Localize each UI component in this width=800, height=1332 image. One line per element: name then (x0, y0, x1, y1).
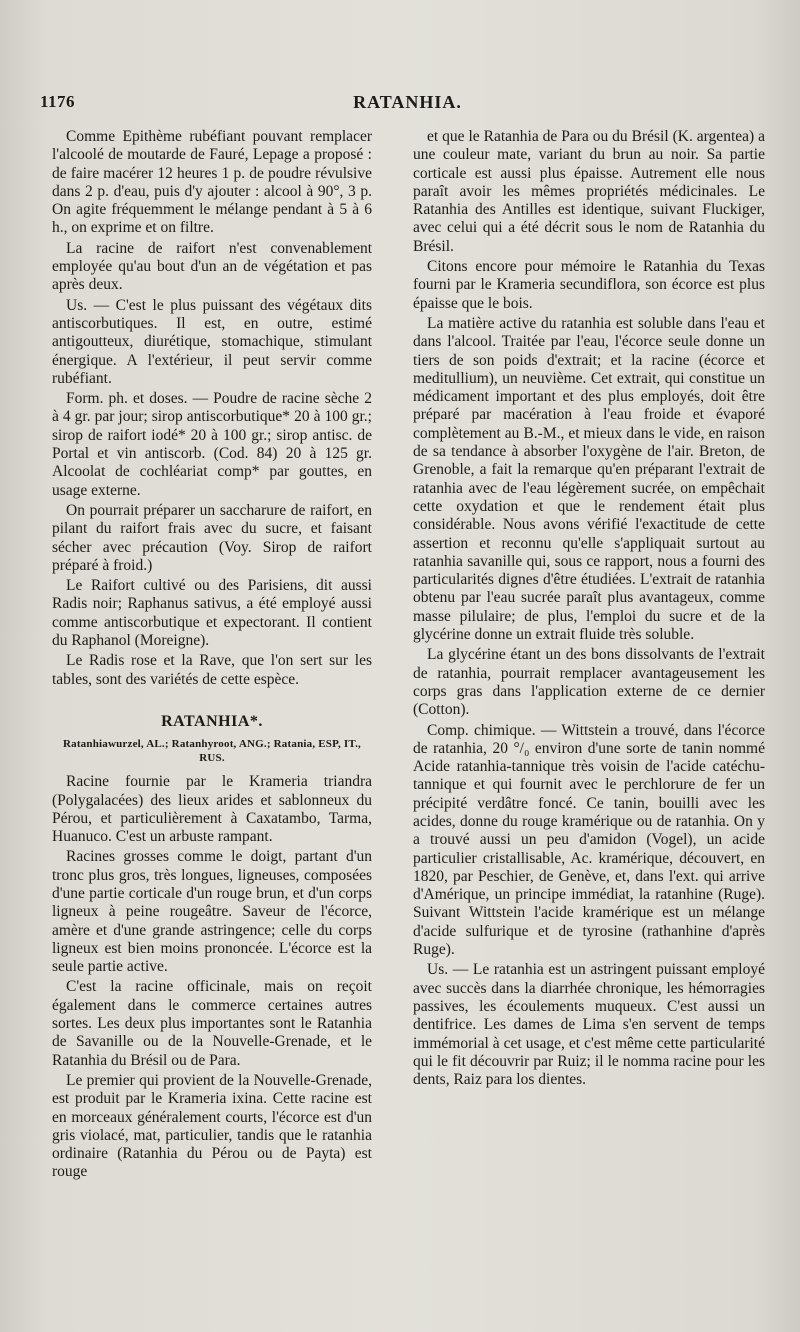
paragraph: Us. — Le ratanhia est un astringent puissant employé avec succès dans la diarrhée chronique, les hémorragies passives, les écoulements muqueux. C'est aussi un dentifrice. Les dames de Lima s'en servent de temps immémorial à cet usage, et c'est même cette particularité qui le fit découvrir par Ruiz; il le nomma racine pour les dents, Raiz para los dientes. (413, 961, 765, 1089)
paragraph: Le Raifort cultivé ou des Parisiens, dit aussi Radis noir; Raphanus sativus, a été employé aussi comme antiscorbutique et expectorant. Il contient du Raphanol (Moreigne). (52, 577, 372, 650)
right-column (413, 128, 765, 1091)
paragraph: Racines grosses comme le doigt, partant d'un tronc plus gros, très longues, ligneuses, composées d'une partie corticale d'un rouge brun, et d'un corps ligneux à peine rougeâtre. Saveur de l'écorce, amère et d'une grande astringence; celle du corps ligneux est bien moins prononcée. L'écorce est la seule partie active. (52, 848, 372, 976)
paragraph: Le Radis rose et la Rave, que l'on sert sur les tables, sont des variétés de cette espèce. (52, 652, 372, 688)
paragraph: La matière active du ratanhia est soluble dans l'eau et dans l'alcool. Traitée par l'eau, l'écorce seule donne un tiers de son poids d'extrait; et la racine (écorce et meditullium), un neuvième. Cet extrait, qui constitue un médicament important et des plus employés, doit être préparé par macération à l'eau froide et évaporé complètement au B.-M., et mieux dans le vide, en raison de sa tendance à absorber l'oxygène de l'air. Breton, de Grenoble, a fait la remarque qu'en préparant l'extrait de ratanhia avec de l'eau légèrement sucrée, on empêchait cette oxydation et que le rendement était plus considérable. Nous avons vérifié l'exactitude de cette assertion et reconnu qu'elle s'appliquait surtout au ratanhia savanille qui, sous ce rapport, nous a fourni des particularités dignes d'être étudiées. L'extrait de ratanhia obtenu par l'eau sucrée paraît plus avantageux, comme masse pilulaire; de plus, l'emploi du sucre et de la glycérine donne un extrait fluide très soluble. (413, 314, 765, 644)
running-head (40, 92, 775, 116)
paragraph: C'est la racine officinale, mais on reçoit également dans le commerce certaines autres sortes. Les deux plus importantes sont le Ratanhia de Savanille ou de la Nouvelle-Grenade, et le Ratanhia du Brésil ou de Para. (52, 978, 372, 1069)
paragraph: Citons encore pour mémoire le Ratanhia du Texas fourni par le Krameria secundiflora, son écorce est plus épaisse que le bois. (413, 258, 765, 312)
paragraph: et que le Ratanhia de Para ou du Brésil (K. argentea) a une couleur mate, variant du brun au noir. Sa partie corticale est aussi plus épaisse. Autrement elle nous paraît avoir les mêmes propriétés médicinales. Le Ratanhia des Antilles est identique, suivant Fluckiger, avec celui qui a été décrit sous le nom de Ratanhia du Brésil. (413, 128, 765, 255)
page-number: 1176 (40, 92, 76, 111)
section-title: RATANHIA*. (161, 712, 263, 730)
page-heading: RATANHIA. (353, 92, 462, 112)
paragraph: La racine de raifort n'est convenablement employée qu'au bout d'un an de végétation et pas après deux. (52, 239, 372, 294)
paragraph: Comp. chimique. — Wittstein a trouvé, dans l'écorce de ratanhia, 20 °/₀ environ d'une sorte de tanin nommé Acide ratanhia-tannique très voisin de l'acide catéchu-tannique et qui fournit avec le perchlorure de fer un précipité verdâtre foncé. Ce tanin, bouilli avec les acides, donne du rouge kramérique ou de ratanhia. On y a trouvé aussi un peu d'amidon (Vogel), un acide particulier cristallisable, Ac. kramérique, découvert, en 1820, par Peschier, de Genève, et, dans l'ext. qui arrive d'Amérique, un principe immédiat, la ratanhine (Ruge). Suivant Wittstein l'acide kramérique est un mélange d'acide sulfurique et de tyrosine (rathanhine d'après Ruge). (413, 721, 765, 959)
section-synonyms: Ratanhiawurzel, AL.; Ratanhyroot, ANG.; Ratania, ESP, IT., RUS. (62, 738, 362, 765)
paragraph: On pourrait préparer un saccharure de raifort, en pilant du raifort frais avec du sucre, et faisant sécher avec précaution (Voy. Sirop de raifort préparé à froid.) (52, 501, 372, 574)
paragraph: Racine fournie par le Krameria triandra (Polygalacées) des lieux arides et sablonneux du Pérou, et particulièrement à Caxatambo, Tarma, Huanuco. C'est un arbuste rampant. (52, 773, 372, 846)
left-column (52, 128, 372, 1184)
paragraph: Le premier qui provient de la Nouvelle-Grenade, est produit par le Krameria ixina. Cette racine est en morceaux généralement courts, l'écorce est d'un gris violacé, mat, particulier, tandis que le ratanhia ordinaire (Ratanhia du Pérou ou de Payta) est rouge (52, 1071, 372, 1181)
paragraph: Us. — C'est le plus puissant des végétaux dits antiscorbutiques. Il est, en outre, estimé antigoutteux, diurétique, stomachique, stimulant énergique. A l'extérieur, il peut servir comme rubéfiant. (52, 296, 372, 387)
paragraph: Comme Epithème rubéfiant pouvant remplacer l'alcoolé de moutarde de Fauré, Lepage a proposé : de faire macérer 12 heures 1 p. de poudre révulsive dans 2 p. d'eau, puis d'y ajouter : alcool à 90°, 3 p. On agite fréquemment le mélange pendant à 5 à 6 h., on exprime et on filtre. (52, 128, 372, 237)
paragraph: La glycérine étant un des bons dissolvants de l'extrait de ratanhia, pourrait remplacer avantageusement les corps gras dans l'application externe de ce dernier (Cotton). (413, 646, 765, 719)
paragraph: Form. ph. et doses. — Poudre de racine sèche 2 à 4 gr. par jour; sirop antiscorbutique* 20 à 100 gr.; sirop de raifort iodé* 20 à 100 gr.; sirop antisc. de Portal et vin antiscorb. (Cod. 84) 20 à 125 gr. Alcoolat de cochléariat comp* par gouttes, en usage externe. (52, 390, 372, 499)
